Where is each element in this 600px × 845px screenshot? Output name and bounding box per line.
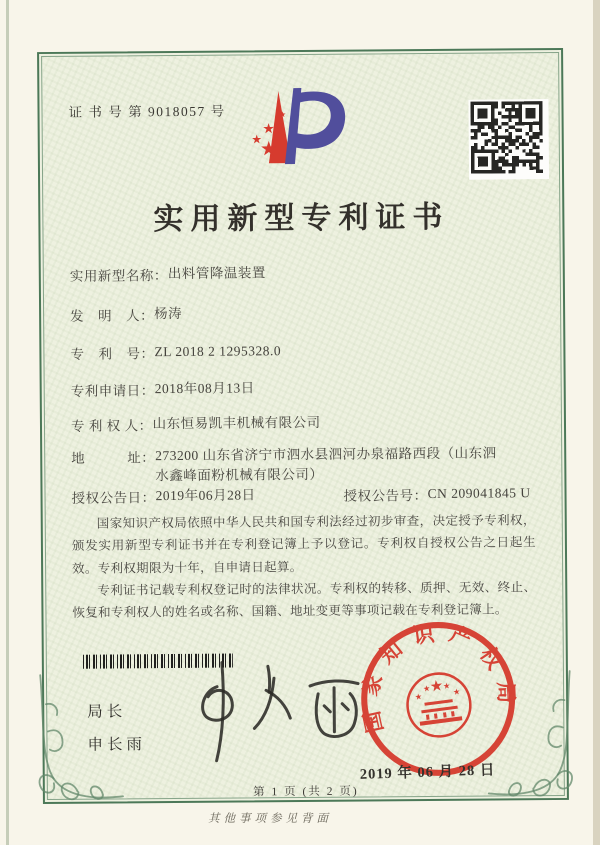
field-label: 专利申请日： — [70, 383, 155, 399]
field-value: 出料管降温装置 — [167, 265, 266, 282]
footer-note: 其他事项参见背面 — [208, 813, 332, 825]
logo-star-icon: ★ — [259, 138, 278, 161]
svg-text:★: ★ — [452, 687, 461, 697]
field-label: 专 利 权 人： — [70, 418, 153, 434]
scan-edge-left — [6, 0, 9, 845]
certificate-frame — [37, 48, 569, 804]
field-row-patent-number — [70, 339, 536, 363]
field-label: 专 利 号： — [70, 346, 155, 362]
svg-text:★: ★ — [442, 681, 451, 692]
certificate-title: 实用新型专利证书 — [153, 200, 450, 237]
director-title: 局长 — [87, 703, 127, 721]
national-emblem-icon — [404, 670, 474, 740]
page-number: 第 1 页 (共 2 页) — [253, 785, 359, 799]
legal-paragraph-2: 专利证书记载专利权登记时的法律状况。专利权的转移、质押、无效、终止、恢复和专利权人的姓名或名称、国籍、地址变更等事项记载在专利登记簿上。 — [72, 579, 537, 620]
field-row-patentee — [71, 411, 537, 435]
field-label: 地 址： — [71, 450, 156, 466]
field-label: 授权公告日： — [71, 490, 156, 506]
qr-code — [468, 99, 549, 180]
field-row-filing-date — [71, 376, 537, 400]
certificate-number: 证 书 号 第 9018057 号 — [68, 103, 226, 120]
legal-text — [72, 509, 537, 624]
field-row-grant — [71, 483, 537, 507]
certificate-frame-inner — [41, 52, 565, 800]
signer-block — [87, 696, 146, 762]
logo-star-icon: ★ — [278, 110, 287, 120]
cnipa-logo-icon — [238, 84, 369, 195]
field-value: ZL 2018 2 1295328.0 — [154, 343, 282, 360]
logo-star-icon: ★ — [275, 121, 285, 133]
scan-edge-right — [593, 0, 600, 845]
svg-text:★: ★ — [428, 677, 445, 696]
field-value: 273200 山东省济宁市泗水县泗河办泉福路西段（山东泗水鑫峰面粉机械有限公司） — [155, 445, 497, 484]
field-value: 山东恒易凯丰机械有限公司 — [152, 414, 321, 432]
field-row-name — [70, 261, 536, 285]
field-label: 发 明 人： — [70, 308, 155, 324]
field-label: 实用新型名称： — [69, 268, 168, 284]
logo-star-icon: ★ — [262, 122, 276, 138]
svg-text:★: ★ — [422, 683, 431, 694]
field-row-address — [71, 443, 537, 487]
director-name: 申长雨 — [87, 735, 147, 754]
field-label: 授权公告号： — [343, 488, 428, 504]
field-row-inventor — [70, 301, 536, 325]
field-value: 2018年08月13日 — [154, 380, 255, 397]
svg-text:★: ★ — [414, 692, 423, 702]
logo-star-icon: ★ — [251, 132, 263, 147]
seal-text: 国家知识产权局 — [357, 620, 519, 735]
field-value: 2019年06月28日 — [155, 487, 256, 504]
seal-date: 2019 年 06 月 28 日 — [359, 762, 496, 783]
field-value: CN 209041845 U — [427, 485, 531, 502]
field-value: 杨涛 — [154, 305, 183, 322]
legal-paragraph-1: 国家知识产权局依照中华人民共和国专利法经过初步审查，决定授予专利权，颁发实用新型专利证书并在专利登记簿上予以登记。专利权自授权公告之日起生效。专利权期限为十年，自申请日起算。 — [71, 513, 536, 576]
